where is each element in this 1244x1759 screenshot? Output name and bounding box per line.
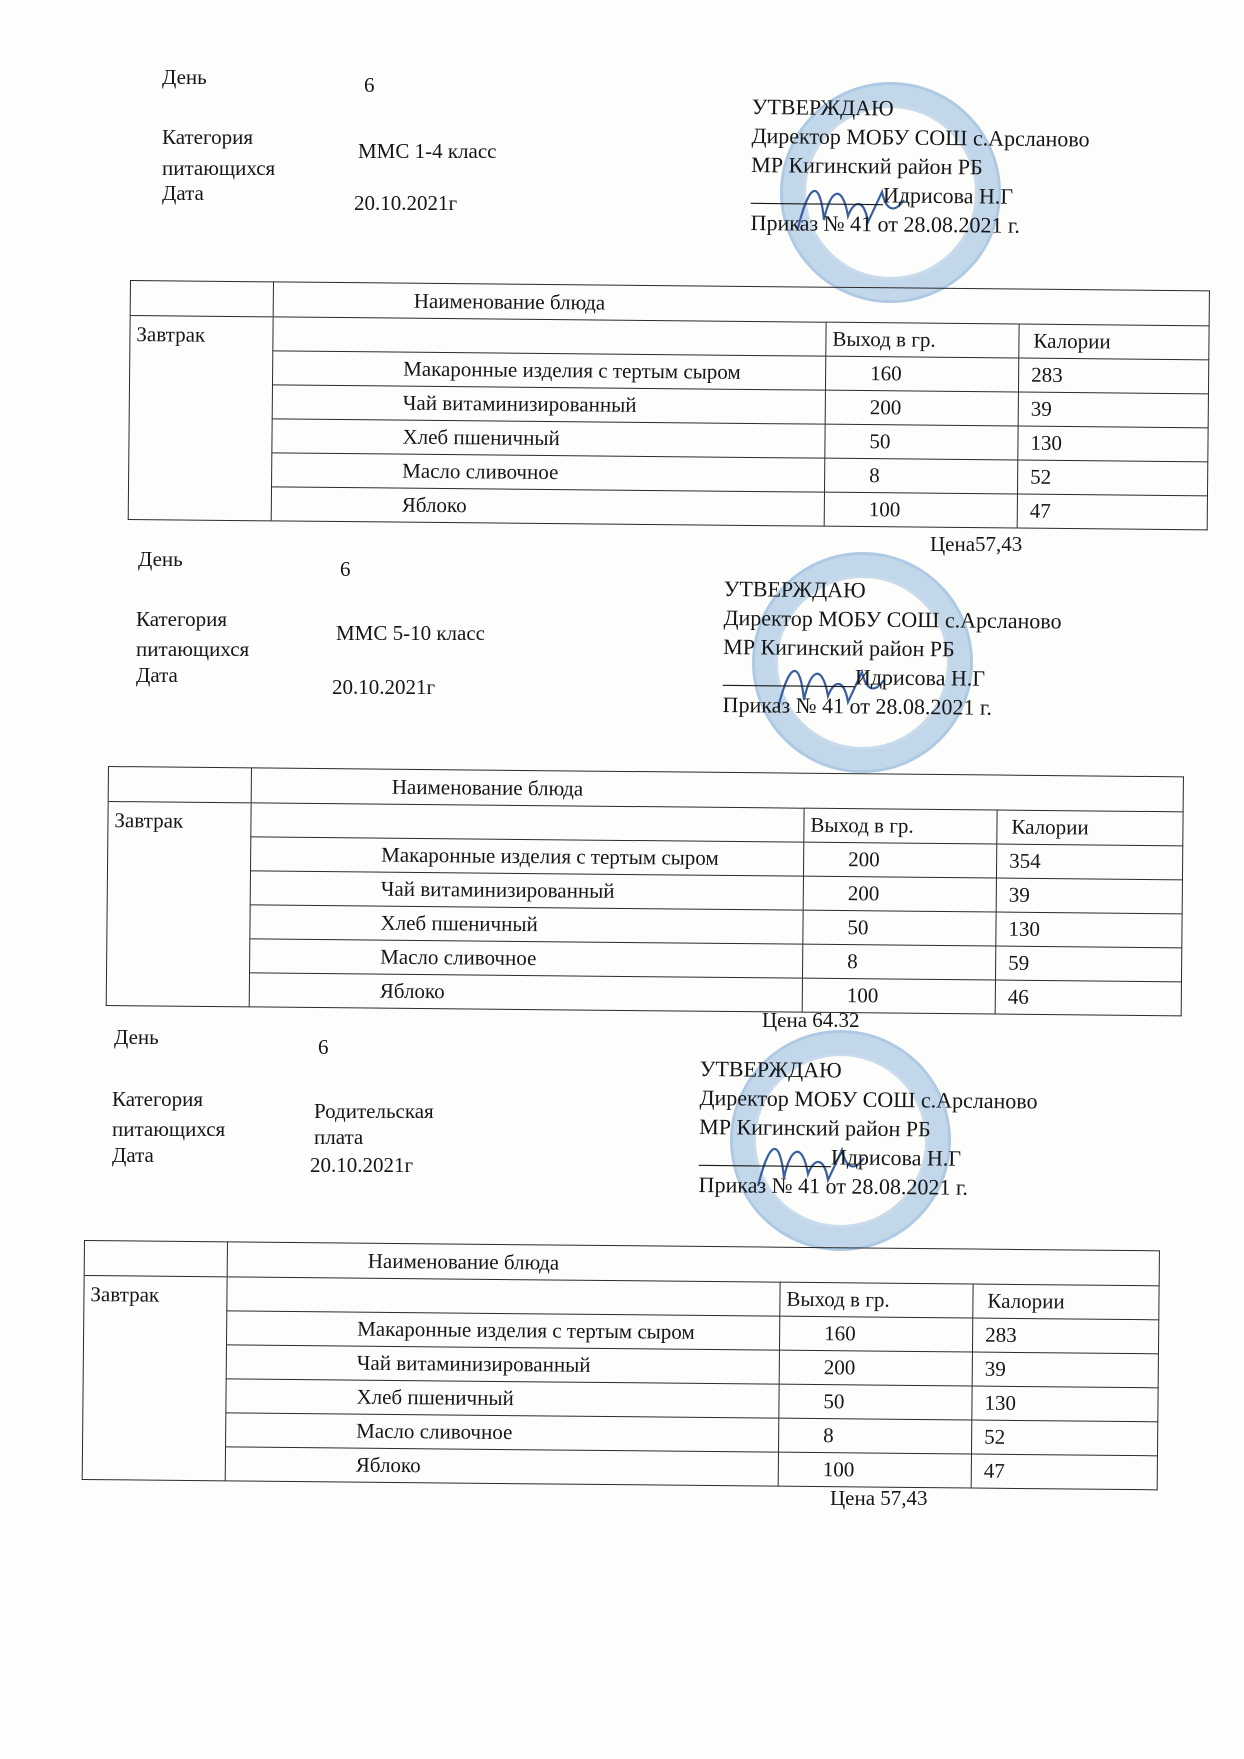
day-value: 6: [340, 557, 351, 581]
category-value: ММС 5-10 класс: [336, 621, 485, 645]
approval-block: [698, 1054, 1038, 1203]
menu-table: [106, 766, 1184, 1016]
dish-yield: 100: [824, 492, 1017, 528]
date-label: Дата: [136, 663, 178, 687]
dish-yield: 160: [825, 356, 1018, 392]
approval-line-1: Директор МОБУ СОШ с.Арсланово: [723, 604, 1062, 634]
date-label: Дата: [112, 1143, 154, 1167]
day-label: День: [162, 65, 207, 89]
dish-yield: 200: [779, 1350, 972, 1386]
approval-line-4: Приказ № 41 от 28.08.2021 г.: [750, 209, 1021, 238]
day-value: 6: [364, 73, 375, 97]
col-header-calories: Калории: [997, 810, 1183, 846]
col-header-yield: Выход в гр.: [826, 322, 1019, 358]
col-header-dish: Наименование блюда: [227, 1242, 1159, 1286]
approval-title: УТВЕРЖДАЮ: [699, 1055, 842, 1083]
day-value: 6: [318, 1035, 329, 1059]
dish-calories: 130: [1018, 426, 1208, 462]
dish-yield: 50: [779, 1384, 972, 1420]
dish-calories: 59: [995, 946, 1181, 982]
dish-name: Яблоко: [225, 1447, 778, 1486]
dish-yield: 200: [803, 842, 996, 878]
price: Цена 57,43: [830, 1486, 928, 1510]
dish-calories: 354: [996, 844, 1182, 880]
category-label-2: питающихся: [162, 156, 276, 180]
approval-line-2: МР Кигинский район РБ: [751, 151, 983, 180]
category-label: Категория: [162, 125, 253, 149]
dish-calories: 47: [1017, 494, 1207, 530]
col-header-calories: Калории: [973, 1284, 1159, 1320]
dish-name: Чай витаминизированный: [272, 385, 825, 424]
date-value: 20.10.2021г: [354, 191, 458, 215]
approval-block: [722, 574, 1062, 723]
day-label: День: [114, 1025, 159, 1049]
dish-name: Хлеб пшеничный: [250, 905, 803, 944]
approval-line-4: Приказ № 41 от 28.08.2021 г.: [698, 1171, 969, 1200]
col-header-calories: Калории: [1019, 324, 1209, 360]
approval-line-2: МР Кигинский район РБ: [723, 633, 955, 662]
dish-yield: 200: [803, 876, 996, 912]
dish-calories: 283: [972, 1318, 1158, 1354]
col-header-yield: Выход в гр.: [804, 808, 997, 844]
col-header-dish: Наименование блюда: [273, 282, 1209, 326]
dish-calories: 283: [1018, 358, 1208, 394]
price: Цена57,43: [930, 532, 1023, 556]
dish-calories: 39: [972, 1352, 1158, 1388]
category-value: ММС 1-4 класс: [358, 139, 497, 163]
category-value: Родительская: [314, 1099, 434, 1123]
col-header-yield: Выход в гр.: [780, 1282, 973, 1318]
dish-name: Чай витаминизированный: [250, 871, 803, 910]
approval-line-3: ____________Идрисова Н.Г: [698, 1142, 962, 1171]
date-label: Дата: [162, 181, 204, 205]
dish-yield: 200: [825, 390, 1018, 426]
dish-name: Хлеб пшеничный: [226, 1379, 779, 1418]
dish-name: Масло сливочное: [226, 1413, 779, 1452]
dish-calories: 52: [1017, 460, 1207, 496]
dish-name: Масло сливочное: [250, 939, 803, 978]
approval-title: УТВЕРЖДАЮ: [723, 575, 866, 603]
dish-yield: 8: [778, 1418, 971, 1454]
dish-name: Макаронные изделия с тертым сыром: [250, 837, 803, 876]
dish-yield: 8: [802, 944, 995, 980]
dish-yield: 50: [825, 424, 1018, 460]
dish-calories: 46: [995, 980, 1181, 1016]
dish-calories: 39: [1018, 392, 1208, 428]
category-label: Категория: [136, 607, 227, 631]
category-label: Категория: [112, 1087, 203, 1111]
date-value: 20.10.2021г: [332, 675, 436, 699]
date-value: 20.10.2021г: [310, 1153, 414, 1177]
col-header-dish: Наименование блюда: [251, 768, 1183, 812]
approval-line-4: Приказ № 41 от 28.08.2021 г.: [722, 691, 993, 720]
menu-table: [128, 280, 1210, 530]
category-label-2: питающихся: [112, 1117, 226, 1141]
menu-table: [82, 1240, 1160, 1490]
approval-line-1: Директор МОБУ СОШ с.Арсланово: [699, 1084, 1038, 1114]
meal-label: Завтрак: [128, 316, 273, 521]
dish-name: Яблоко: [271, 487, 824, 526]
dish-calories: 52: [971, 1420, 1157, 1456]
day-label: День: [138, 547, 183, 571]
dish-calories: 130: [996, 912, 1182, 948]
meal-label: Завтрак: [82, 1276, 227, 1481]
price: Цена 64.32: [762, 1008, 860, 1032]
approval-title: УТВЕРЖДАЮ: [751, 93, 894, 121]
dish-name: Макаронные изделия с тертым сыром: [226, 1311, 779, 1350]
dish-name: Чай витаминизированный: [226, 1345, 779, 1384]
approval-line-1: Директор МОБУ СОШ с.Арсланово: [751, 122, 1090, 152]
dish-yield: 50: [803, 910, 996, 946]
dish-yield: 100: [802, 978, 995, 1014]
dish-name: Масло сливочное: [272, 453, 825, 492]
category-value-2: плата: [314, 1125, 364, 1149]
approval-line-3: ____________Идрисова Н.Г: [750, 180, 1014, 209]
dish-name: Хлеб пшеничный: [272, 419, 825, 458]
dish-yield: 100: [778, 1452, 971, 1488]
approval-line-2: МР Кигинский район РБ: [699, 1113, 931, 1142]
category-label-2: питающихся: [136, 637, 250, 661]
dish-yield: 8: [824, 458, 1017, 494]
dish-calories: 47: [971, 1454, 1157, 1490]
dish-name: Макаронные изделия с тертым сыром: [272, 351, 825, 390]
dish-name: Яблоко: [249, 973, 802, 1012]
dish-calories: 39: [996, 878, 1182, 914]
approval-block: [750, 92, 1090, 241]
approval-line-3: ____________Идрисова Н.Г: [722, 662, 986, 691]
dish-yield: 160: [779, 1316, 972, 1352]
dish-calories: 130: [972, 1386, 1158, 1422]
meal-label: Завтрак: [106, 802, 251, 1007]
